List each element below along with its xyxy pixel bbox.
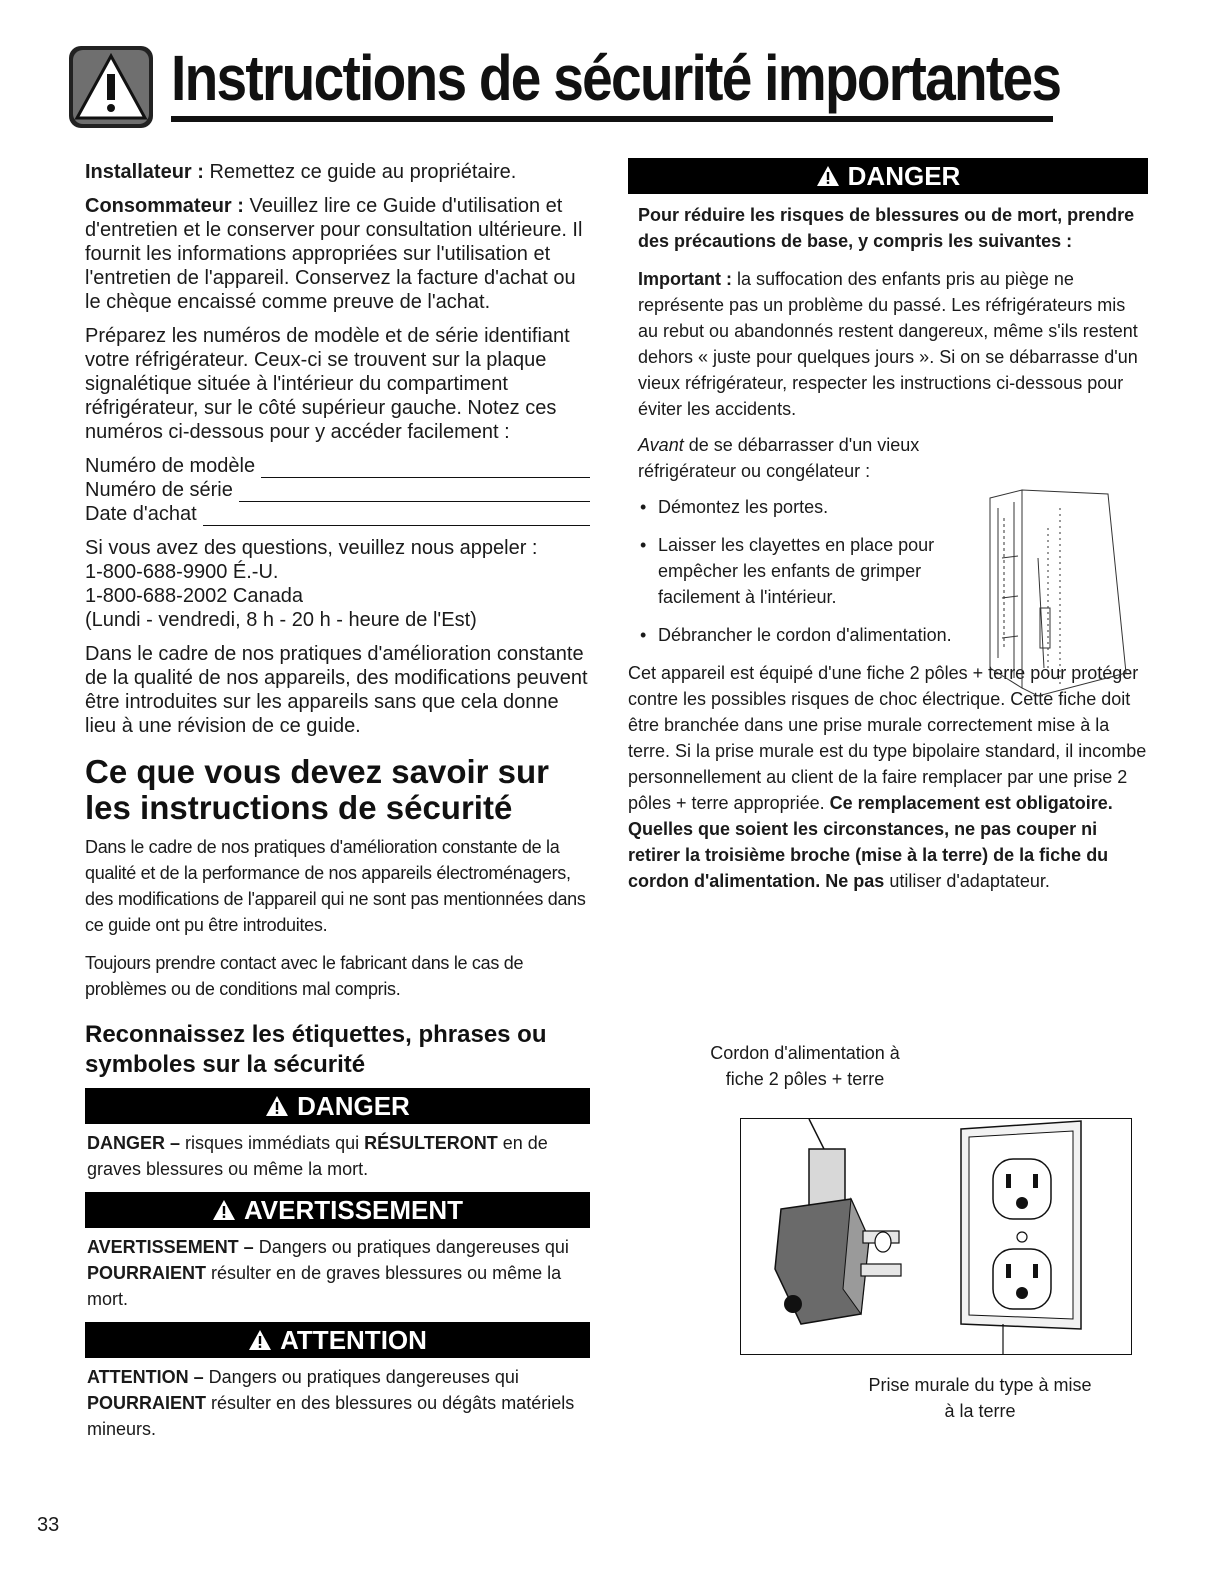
subsection-heading: Reconnaissez les étiquettes, phrases ou symboles sur la sécurité — [85, 1021, 547, 1078]
warning-text-a: Dangers ou pratiques dangereuses qui — [253, 1237, 569, 1257]
caution-definition — [85, 1364, 590, 1442]
danger-definition — [85, 1130, 590, 1182]
caution-banner-text: ATTENTION — [280, 1325, 427, 1355]
phone-canada: 1-800-688-2002 Canada — [85, 585, 303, 607]
serial-number-field[interactable] — [85, 478, 590, 502]
installer-note — [85, 160, 590, 184]
record-fields — [85, 454, 590, 526]
right-danger-banner-text: DANGER — [847, 161, 961, 191]
refrigerator-illustration — [978, 488, 1128, 698]
improvement-paragraph: Dans le cadre de nos pratiques d'amélioration constante de la qualité de nos appareils, des modifications peuvent être introduites sur les appareils sans que cela donne lieu à une révision de ce guide. — [85, 643, 588, 737]
caution-emphasis: POURRAIENT — [87, 1393, 207, 1413]
danger-lead: Pour réduire les risques de blessures ou de mort, prendre des précautions de base, y compris les suivantes : — [638, 205, 1135, 251]
important-paragraph — [638, 266, 1148, 422]
section-body — [85, 834, 590, 1002]
contact-hours: (Lundi - vendredi, 8 h - 20 h - heure de l'Est) — [85, 609, 477, 631]
model-number-label: Numéro de modèle — [85, 455, 256, 477]
warning-banner — [85, 1192, 590, 1228]
warning-definition — [85, 1234, 590, 1312]
serial-number-label: Numéro de série — [85, 479, 233, 501]
model-number-field[interactable] — [85, 454, 590, 478]
danger-banner — [85, 1088, 590, 1124]
alert-triangle-icon — [265, 1095, 289, 1117]
danger-term: DANGER – — [87, 1133, 181, 1153]
right-column — [628, 158, 1148, 904]
installer-label: Installateur : — [85, 161, 204, 183]
before-text: de se débarrasser d'un vieux réfrigérateur ou congélateur : — [638, 435, 920, 481]
grounding-warning: Ce remplacement est obligatoire. Quelles que soient les circonstances, ne pas couper ni retirer la troisième broche (mise à la terre) de la fiche du cordon d'alimentation. Ne pas — [628, 793, 1113, 891]
consumer-label: Consommateur : — [85, 195, 244, 217]
danger-text-a: risques immédiats qui — [180, 1133, 365, 1153]
caution-text-b: résulter en des blessures ou dégâts matériels mineurs. — [87, 1393, 575, 1439]
consumer-text: Veuillez lire ce Guide d'utilisation et d'entretien et le conserver pour consultation ultérieure. Il fournit les informations appropriées sur l'utilisation et l'entretien de l'appareil. Conservez la facture d'achat ou le chèque encaissé comme preuve de l'achat. — [85, 195, 583, 313]
purchase-date-field[interactable] — [85, 502, 590, 526]
before-disposal-intro — [638, 432, 988, 484]
grounding-tail: utiliser d'adaptateur. — [884, 871, 1050, 891]
page-header — [67, 40, 1061, 130]
serial-number-line[interactable] — [239, 483, 590, 502]
grounded-plug-figure — [740, 1118, 1132, 1355]
title-underline — [171, 116, 1053, 122]
important-label: Important : — [638, 269, 732, 289]
left-column — [85, 160, 590, 1452]
purchase-date-label: Date d'achat — [85, 503, 197, 525]
prepare-paragraph: Préparez les numéros de modèle et de série identifiant votre réfrigérateur. Ceux-ci se trouvent sur la plaque signalétique située à l'intérieur du compartiment réfrigérateur, sur le côté supérieur gauche. Notez ces numéros ci-dessous pour y accéder facilement : — [85, 325, 570, 443]
danger-emphasis: RÉSULTERONT — [364, 1133, 498, 1153]
disposal-steps — [638, 494, 958, 648]
contact-intro: Si vous avez des questions, veuillez nous appeler : — [85, 537, 538, 559]
list-item: • Débrancher le cordon d'alimentation. — [638, 622, 958, 648]
caution-term: ATTENTION – — [87, 1367, 204, 1387]
page-title: Instructions de sécurité importantes — [171, 42, 1061, 114]
model-number-line[interactable] — [261, 459, 590, 478]
list-item: • Laisser les clayettes en place pour empêcher les enfants de grimper facilement à l'intérieur. — [638, 532, 958, 610]
warning-triangle-icon — [67, 44, 155, 130]
purchase-date-line[interactable] — [203, 507, 590, 526]
section-heading: Ce que vous devez savoir sur les instructions de sécurité — [85, 753, 550, 826]
warning-emphasis: POURRAIENT — [87, 1263, 207, 1283]
outlet-caption: Prise murale du type à mise à la terre — [868, 1375, 1092, 1421]
section-paragraph-1: Dans le cadre de nos pratiques d'amélioration constante de la qualité et de la performance de nos appareils électroménagers, des modifications de l'appareil qui ne sont pas mentionnées dans ce guide ont pu être introduites. — [85, 837, 586, 935]
cord-caption: Cordon d'alimentation à fiche 2 pôles + terre — [710, 1043, 900, 1089]
warning-term: AVERTISSEMENT – — [87, 1237, 254, 1257]
important-text: la suffocation des enfants pris au piège ne représente pas un problème du passé. Les réfrigérateurs mis au rebut ou abandonnés restent dangereux, même s'ils restent dehors « juste pour quelques jours ». Si on se débarrasse d'un vieux réfrigérateur, respecter les instructions ci-dessous pour éviter les accidents. — [638, 269, 1138, 419]
page-number: 33 — [37, 1514, 60, 1536]
warning-banner-text: AVERTISSEMENT — [243, 1195, 464, 1225]
alert-triangle-icon — [816, 165, 840, 187]
before-emphasis: Avant — [638, 435, 684, 455]
warning-text-b: résulter en de graves blessures ou même la mort. — [87, 1263, 562, 1309]
alert-triangle-icon — [248, 1329, 272, 1351]
phone-us: 1-800-688-9900 É.-U. — [85, 561, 279, 583]
caution-banner — [85, 1322, 590, 1358]
caution-text-a: Dangers ou pratiques dangereuses qui — [203, 1367, 519, 1387]
installer-text: Remettez ce guide au propriétaire. — [203, 161, 517, 183]
danger-text-b: en de graves blessures ou même la mort. — [87, 1133, 548, 1179]
contact-block — [85, 536, 590, 632]
right-danger-banner — [628, 158, 1148, 194]
danger-banner-text: DANGER — [297, 1091, 410, 1121]
grounding-text: Cet appareil est équipé d'une fiche 2 pôles + terre pour protéger contre les possibles risques de choc électrique. Cette fiche doit être branchée dans une prise murale correctement mise à la terre. Si la prise murale est du type bipolaire standard, il incombe personnellement au client de la faire remplacer par une prise 2 pôles + terre appropriée. — [628, 663, 1147, 813]
consumer-note — [85, 194, 590, 314]
section-paragraph-2: Toujours prendre contact avec le fabricant dans le cas de problèmes ou de conditions mal compris. — [85, 953, 524, 999]
plug-outlet-illustration — [741, 1119, 1131, 1354]
list-item: • Démontez les portes. — [638, 494, 958, 520]
alert-triangle-icon — [212, 1199, 236, 1221]
